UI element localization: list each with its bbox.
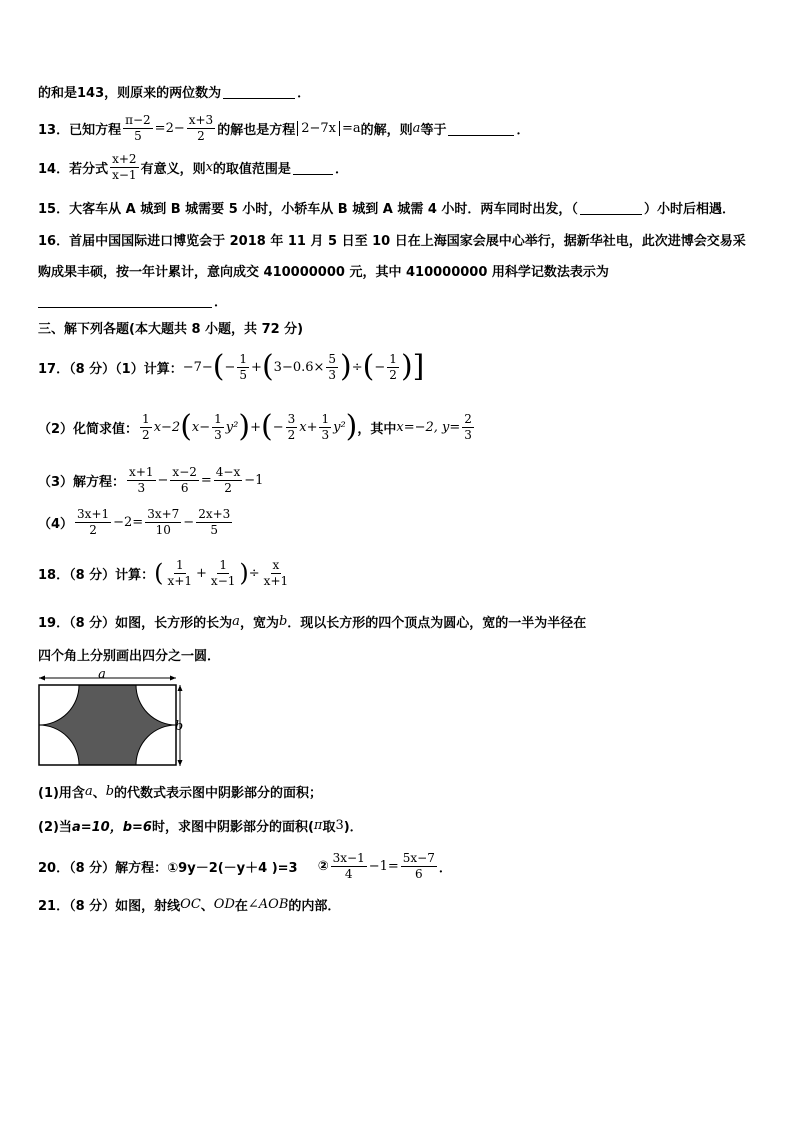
arrow-right bbox=[170, 676, 176, 681]
fraction: $\frac{4-x}{2}$ bbox=[215, 464, 241, 495]
question-17-part4: （4） $\frac{3x+1}{2}$ −2= $\frac{3x+7}{10}$ − $\frac{2x+3}{5}$ bbox=[38, 506, 231, 537]
rectangle-figure bbox=[30, 666, 190, 774]
fraction: $\frac{x+1}{3}$ bbox=[129, 464, 154, 495]
question-15: 15．大客车从 A 城到 B 城需要 5 小时，小轿车从 B 城到 A 城需 4 小时．两车同时出发，（ ）小时后相遇． bbox=[38, 202, 735, 217]
fraction: $\frac{\pi-2}{5}$ bbox=[125, 113, 151, 143]
label-a: a bbox=[98, 667, 106, 682]
question-19-sub2: (2)当 a=10，b=6 时，求图中阴影部分的面积( π 取 3 )． bbox=[38, 818, 363, 835]
fraction: $\frac{3x+1}{2}$ bbox=[77, 506, 110, 537]
shaded-region bbox=[39, 685, 176, 765]
absolute-value: 2−7x bbox=[297, 121, 340, 136]
line-top: 的和是143，则原来的两位数为 ． bbox=[38, 86, 311, 101]
question-20: 20．（8 分）解方程：①9y－2(－y＋4 )=3 ② $\frac{3x-1}{4}$ −1= $\frac{5x-7}{6}$ ． bbox=[38, 850, 452, 881]
question-18: 18．（8 分）计算： ( $\frac{1}{x+1}$ + $\frac{1}{x-1}$ ) ÷ $\frac{x}{x+1}$ bbox=[38, 557, 289, 588]
fraction: $\frac{1}{3}$ bbox=[321, 411, 330, 442]
fraction: $\frac{3}{2}$ bbox=[287, 411, 296, 442]
answer-blank[interactable] bbox=[223, 84, 295, 99]
fraction: $\frac{2x+3}{5}$ bbox=[198, 506, 231, 537]
answer-blank[interactable] bbox=[448, 121, 514, 136]
fraction: $\frac{1}{2}$ bbox=[389, 351, 397, 382]
fraction: $\frac{1}{5}$ bbox=[239, 351, 248, 382]
fraction: $\frac{x+3}{2}$ bbox=[188, 113, 214, 143]
question-17-part2: （2）化简求值： $\frac{1}{2}$ x−2 ( x− $\frac{1}{3}$ y² ) + ( − $\frac{3}{2}$ x+ $\frac{1}{3}$ y² ) ，其中 x=−2, y= $\frac{2}{3}$ bbox=[38, 409, 472, 444]
question-17-part3: （3）解方程： $\frac{x+1}{3}$ − $\frac{x-2}{6}$ = $\frac{4-x}{2}$ −1 bbox=[38, 464, 264, 495]
arrow-left bbox=[39, 676, 45, 681]
fraction: $\frac{x+2}{x-1}$ bbox=[112, 152, 137, 182]
fraction: $\frac{2}{3}$ bbox=[464, 411, 472, 442]
fraction: $\frac{x-2}{6}$ bbox=[172, 464, 197, 495]
fraction: $\frac{x}{x+1}$ bbox=[263, 557, 289, 588]
answer-blank[interactable] bbox=[580, 200, 642, 215]
fraction: $\frac{5}{3}$ bbox=[328, 351, 337, 382]
question-16-line3: ． bbox=[38, 291, 227, 310]
fraction: $\frac{1}{2}$ bbox=[142, 411, 150, 442]
fraction: $\frac{3x+7}{10}$ bbox=[147, 506, 180, 537]
fraction: $\frac{1}{x-1}$ bbox=[210, 557, 236, 588]
arrow-up bbox=[178, 685, 183, 691]
question-17-part1: 17．（8 分）（1）计算： −7− ( − $\frac{1}{5}$ + ( 3−0.6× $\frac{5}{3}$ ) ÷ ( − $\frac{1}{2}$ ) ] bbox=[38, 349, 425, 384]
question-19-line2: 四个角上分别画出四分之一圆． bbox=[38, 649, 221, 664]
label-b: b bbox=[174, 719, 184, 734]
answer-blank[interactable] bbox=[38, 293, 212, 308]
arrow-down bbox=[178, 760, 183, 766]
fraction: $\frac{3x-1}{4}$ bbox=[332, 850, 365, 881]
question-16-line2: 购成果丰硕，按一年计累计，意向成交 410000000 元，其中 410000000 用科学记数法表示为 bbox=[38, 265, 609, 280]
fraction: $\frac{1}{x+1}$ bbox=[167, 557, 193, 588]
answer-blank[interactable] bbox=[293, 160, 333, 175]
question-19-sub1: (1)用含 a 、 b 的代数式表示图中阴影部分的面积； bbox=[38, 784, 323, 801]
fraction: $\frac{1}{3}$ bbox=[214, 411, 222, 442]
question-13: 13．已知方程 $\frac{\pi-2}{5}$ =2− $\frac{x+3}{2}$ 的解也是方程 2−7x =a 的解，则 a 等于 ． bbox=[38, 113, 530, 143]
question-16-line1: 16．首届中国国际进口博览会于 2018 年 11 月 5 日至 10 日在上海国家会展中心举行，据新华社电，此次进博会交易采 bbox=[38, 234, 746, 249]
question-14: 14．若分式 $\frac{x+2}{x-1}$ 有意义，则 x 的取值范围是 ． bbox=[38, 152, 348, 182]
fraction: $\frac{5x-7}{6}$ bbox=[402, 850, 435, 881]
section-3-title: 三、解下列各题(本大题共 8 小题，共 72 分) bbox=[38, 322, 304, 337]
question-21: 21．（8 分）如图，射线 OC 、 OD 在 ∠AOB 的内部． bbox=[38, 897, 341, 914]
question-19-line1: 19．（8 分）如图，长方形的长为 a ，宽为 b ．现以长方形的四个顶点为圆心，宽的一半为半径在 bbox=[38, 614, 587, 631]
